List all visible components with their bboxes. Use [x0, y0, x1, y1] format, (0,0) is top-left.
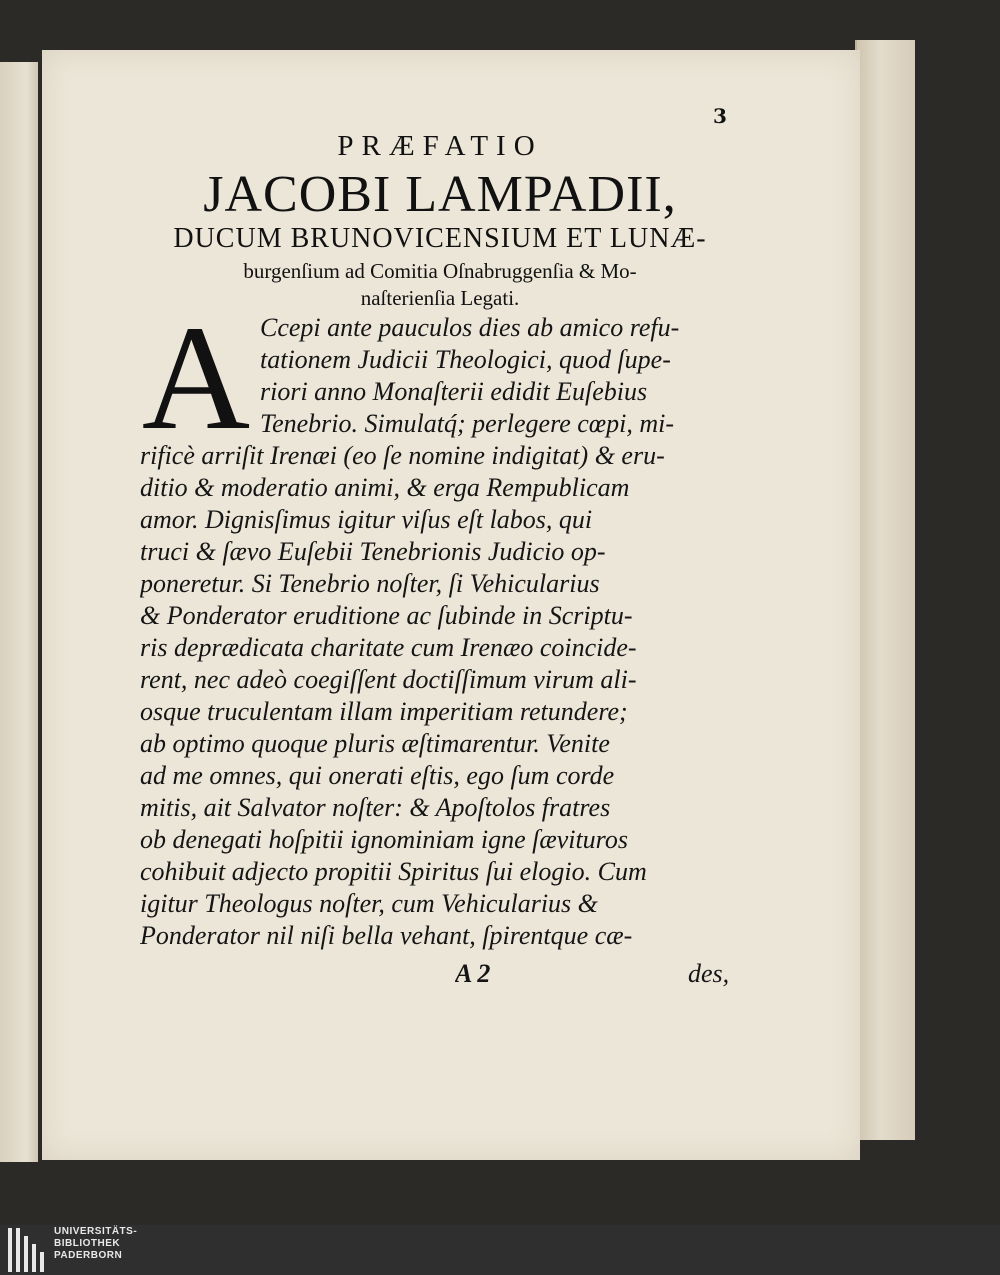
body-line: Ccepi ante pauculos dies ab amico refu-	[260, 313, 680, 342]
body-line: cohibuit adjecto propitii Spiritus ſui elogio. Cum	[140, 857, 647, 886]
body-line: rent, nec adeò coegiſſent doctiſſimum virum ali-	[140, 665, 637, 694]
body-line: ris deprædicata charitate cum Irenæo coincide-	[140, 633, 637, 662]
body-line: truci & ſævo Euſebii Tenebrionis Judicio op-	[140, 537, 606, 566]
heading-line5: naſterienſia Legati.	[360, 286, 520, 310]
logo-text-line1: UNIVERSITÄTS-	[54, 1226, 138, 1237]
body-line: poneretur. Si Tenebrio noſter, ſi Vehicularius	[140, 569, 600, 598]
body-line: ditio & moderatio animi, & erga Rempublicam	[140, 473, 630, 502]
body-line: & Ponderator eruditione ac ſubinde in Scriptu-	[140, 601, 633, 630]
heading-line3: DUCUM BRUNOVICENSIUM ET LUNÆ-	[173, 223, 707, 254]
body-line: ab optimo quoque pluris æſtimarentur. Venite	[140, 729, 610, 758]
body-line: Ponderator nil niſi bella vehant, ſpirentque cæ-	[140, 921, 633, 950]
body-line: riori anno Monaſterii edidit Euſebius	[260, 377, 648, 406]
body-line: tationem Judicii Theologici, quod ſupe-	[260, 345, 671, 374]
body-line: igitur Theologus noſter, cum Vehicularius &	[140, 889, 598, 918]
logo-text-line2: BIBLIOTHEK	[54, 1238, 121, 1249]
body-line: osque truculentam illam imperitiam retundere;	[140, 697, 628, 726]
page-number: 3	[713, 104, 727, 128]
body-line: Tenebrio. Simulatq́; perlegere cœpi, mi-	[260, 409, 675, 438]
signature-mark: A 2	[455, 959, 491, 988]
heading-author: JACOBI LAMPADII,	[203, 166, 677, 223]
book-edge	[855, 40, 915, 1140]
heading-line4: burgenſium ad Comitia Oſnabruggenſia & Mo-	[243, 259, 637, 283]
body-line: rificè arriſit Irenæi (eo ſe nomine indigitat) & eru-	[140, 441, 665, 470]
left-page-edge	[0, 62, 38, 1162]
body-line: mitis, ait Salvator noſter: & Apoſtolos fratres	[140, 793, 611, 822]
catchword: des,	[688, 959, 730, 988]
body-line: ob denegati hoſpitii ignominiam igne ſævituros	[140, 825, 628, 854]
library-logo-icon	[6, 1226, 46, 1274]
drop-cap: A	[141, 316, 251, 440]
heading-praefatio: PRÆFATIO	[337, 130, 543, 162]
logo-text-line3: PADERBORN	[54, 1250, 123, 1261]
body-line: amor. Dignisſimus igitur viſus eſt labos, qui	[140, 505, 593, 534]
body-line: ad me omnes, qui onerati eſtis, ego ſum corde	[140, 761, 615, 790]
